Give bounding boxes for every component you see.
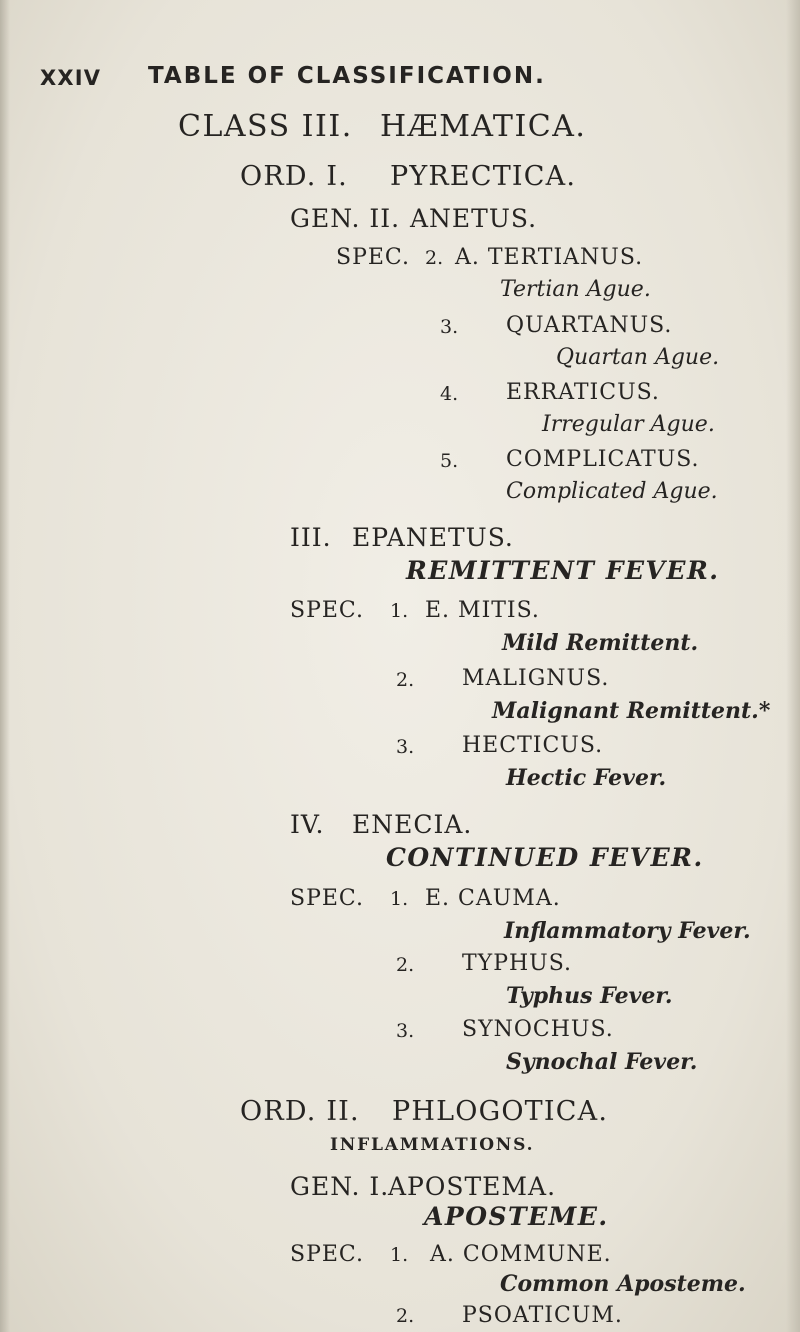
species-label: SPEC. <box>290 1242 364 1267</box>
genus-4-english: CONTINUED FEVER. <box>386 843 704 872</box>
species-label: SPEC. <box>290 598 364 623</box>
species-number: 3. <box>396 1020 415 1042</box>
species-english: Synochal Fever. <box>506 1049 698 1075</box>
species-english: Complicated Ague. <box>506 479 718 504</box>
class-heading: CLASS III. <box>178 109 353 144</box>
species-number: 1. <box>390 888 409 910</box>
species-number: 2. <box>396 669 415 691</box>
genus-1-name: APOSTEMA. <box>388 1172 557 1201</box>
genus-3-label: III. <box>290 523 332 552</box>
genus-3-name: EPANETUS. <box>352 523 514 552</box>
species-english: Common Aposteme. <box>500 1271 746 1297</box>
page-edge-left <box>0 0 10 1332</box>
order-1-name: PYRECTICA. <box>390 161 577 192</box>
species-english: Typhus Fever. <box>506 983 673 1009</box>
page-edge-right <box>786 0 800 1332</box>
species-name: COMPLICATUS. <box>506 447 700 472</box>
species-english: Malignant Remittent.* <box>492 698 771 724</box>
order-1-label: ORD. I. <box>240 161 348 192</box>
species-number: 4. <box>440 383 459 405</box>
species-number: 2. <box>425 247 444 269</box>
species-english: Tertian Ague. <box>500 277 651 302</box>
species-name: MALIGNUS. <box>462 666 610 691</box>
species-label: SPEC. <box>290 886 364 911</box>
page-number: XXIV <box>40 66 102 90</box>
species-number: 3. <box>440 316 459 338</box>
species-number: 5. <box>440 450 459 472</box>
species-name: SYNOCHUS. <box>462 1017 614 1042</box>
order-2-english: INFLAMMATIONS. <box>330 1135 535 1155</box>
species-number: 1. <box>390 1244 409 1266</box>
species-name: TYPHUS. <box>462 951 573 976</box>
species-english: Mild Remittent. <box>502 630 699 656</box>
genus-2-label: GEN. II. <box>290 204 401 233</box>
species-name: E. MITIS. <box>425 598 540 623</box>
running-title: TABLE OF CLASSIFICATION. <box>148 63 546 89</box>
species-english: Quartan Ague. <box>556 345 720 370</box>
genus-4-name: ENECIA. <box>352 810 473 839</box>
species-number: 1. <box>390 600 409 622</box>
species-label: SPEC. <box>336 245 410 270</box>
species-name: PSOATICUM. <box>462 1303 623 1328</box>
genus-3-english: REMITTENT FEVER. <box>406 556 720 585</box>
genus-1-label: GEN. I. <box>290 1172 390 1201</box>
genus-2-name: ANETUS. <box>410 204 538 233</box>
species-number: 2. <box>396 1305 415 1327</box>
species-name: A. COMMUNE. <box>430 1242 612 1267</box>
genus-4-label: IV. <box>290 810 325 839</box>
species-english: Hectic Fever. <box>506 765 667 791</box>
species-number: 3. <box>396 736 415 758</box>
class-name: HÆMATICA. <box>380 109 587 144</box>
species-name: HECTICUS. <box>462 733 604 758</box>
order-2-name: PHLOGOTICA. <box>392 1096 609 1127</box>
species-name: QUARTANUS. <box>506 313 673 338</box>
order-2-label: ORD. II. <box>240 1096 360 1127</box>
species-english: Inflammatory Fever. <box>504 918 751 944</box>
species-name: ERRATICUS. <box>506 380 660 405</box>
genus-1-english: APOSTEME. <box>424 1202 609 1231</box>
species-name: E. CAUMA. <box>425 886 561 911</box>
species-english: Irregular Ague. <box>542 412 715 437</box>
species-name: A. TERTIANUS. <box>455 245 644 270</box>
species-number: 2. <box>396 954 415 976</box>
